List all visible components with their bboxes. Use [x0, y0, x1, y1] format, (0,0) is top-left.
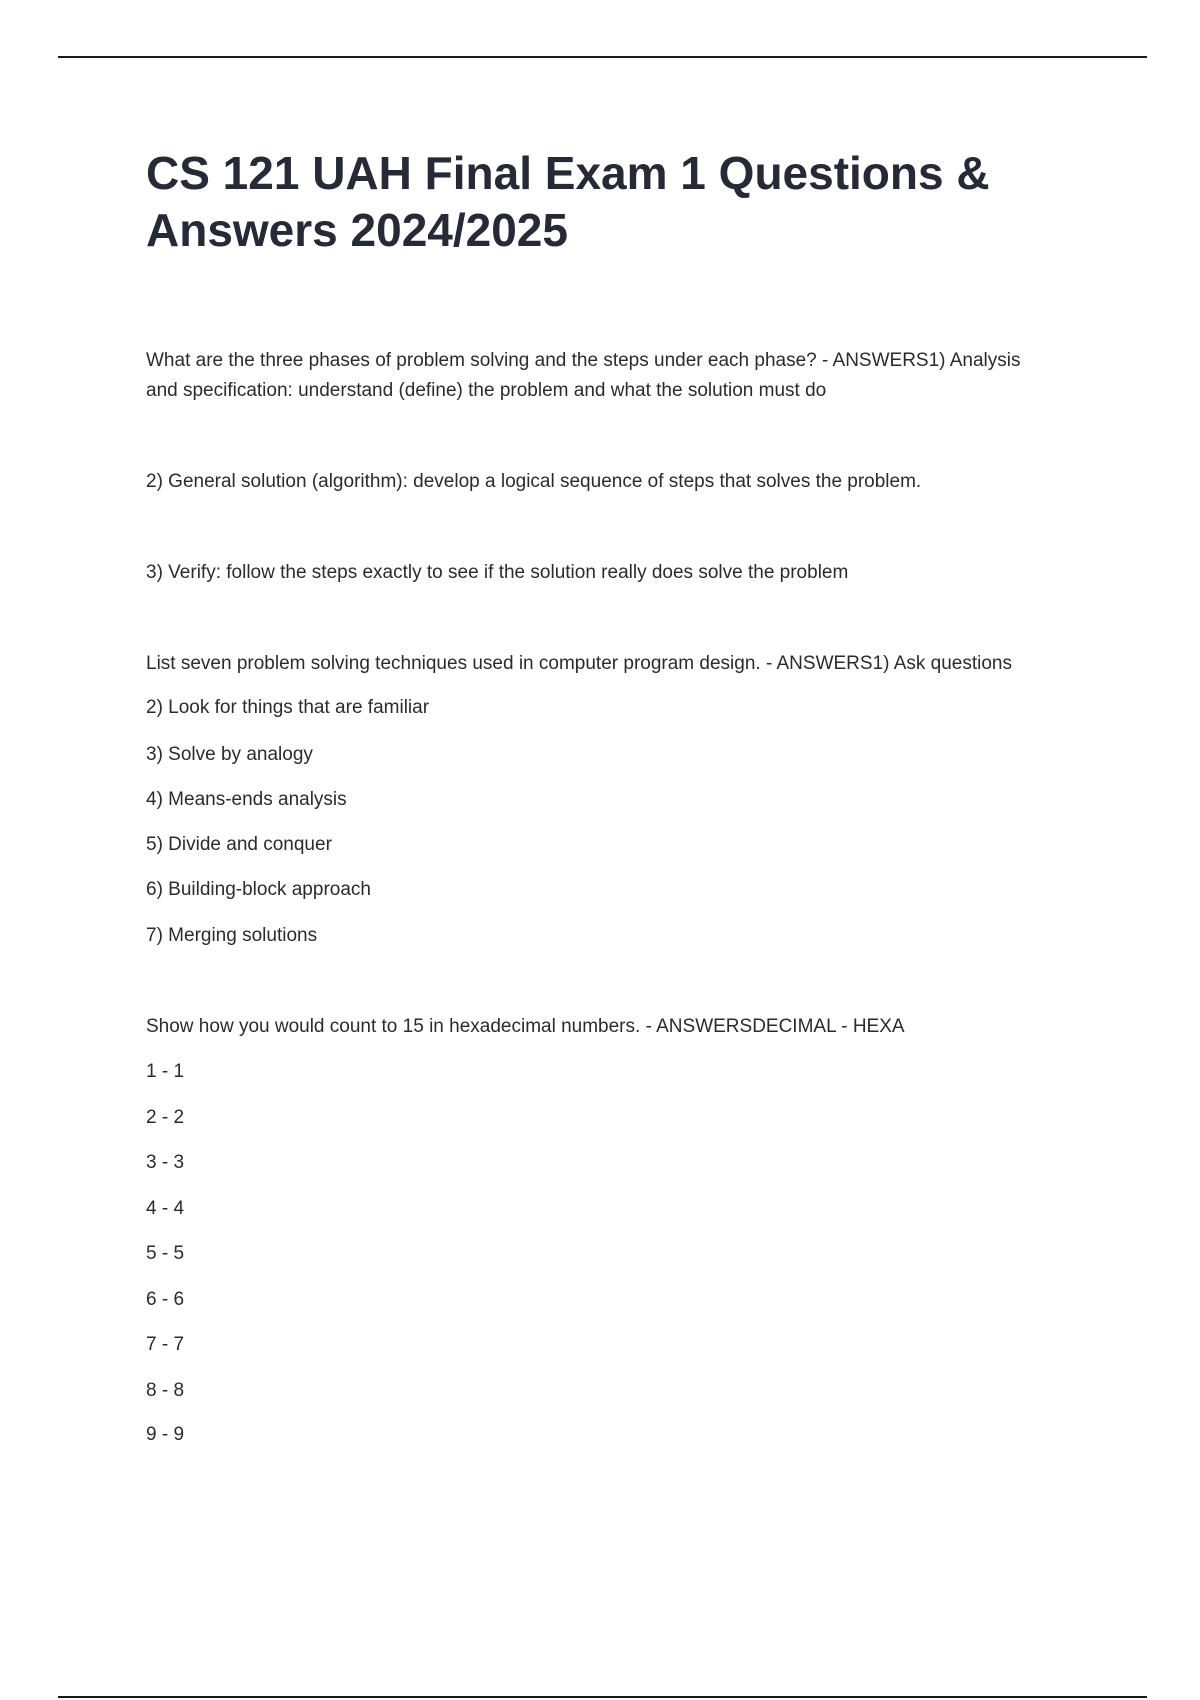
answer-line: 3) Solve by analogy	[146, 744, 313, 765]
answer-line: 6) Building-block approach	[146, 879, 371, 900]
question-line: Show how you would count to 15 in hexadecimal numbers. - ANSWERSDECIMAL - HEXA	[146, 1016, 905, 1037]
bottom-divider	[58, 1696, 1147, 1698]
answer-line: 2) General solution (algorithm): develop a logical sequence of steps that solves the problem.	[146, 471, 922, 492]
question-line: What are the three phases of problem solving and the steps under each phase? - ANSWERS1) Analysis	[146, 350, 1021, 371]
answer-line: 3 - 3	[146, 1152, 185, 1173]
answer-line: and specification: understand (define) the problem and what the solution must do	[146, 380, 827, 401]
question-line: List seven problem solving techniques used in computer program design. - ANSWERS1) Ask questions	[146, 653, 1012, 674]
answer-line: 4) Means-ends analysis	[146, 789, 347, 810]
answer-line: 8 - 8	[146, 1380, 185, 1401]
answer-line: 3) Verify: follow the steps exactly to see if the solution really does solve the problem	[146, 562, 849, 583]
answer-line: 2) Look for things that are familiar	[146, 697, 430, 718]
answer-line: 7 - 7	[146, 1334, 185, 1355]
answer-line: 5) Divide and conquer	[146, 834, 332, 855]
document-title: CS 121 UAH Final Exam 1 Questions & Answers 2024/2025	[146, 147, 990, 256]
top-divider	[58, 56, 1147, 58]
answer-line: 9 - 9	[146, 1424, 185, 1445]
answer-line: 4 - 4	[146, 1198, 185, 1219]
answer-line: 6 - 6	[146, 1289, 185, 1310]
answer-line: 2 - 2	[146, 1107, 185, 1128]
answer-line: 7) Merging solutions	[146, 925, 318, 946]
answer-line: 5 - 5	[146, 1243, 185, 1264]
answer-line: 1 - 1	[146, 1061, 185, 1082]
